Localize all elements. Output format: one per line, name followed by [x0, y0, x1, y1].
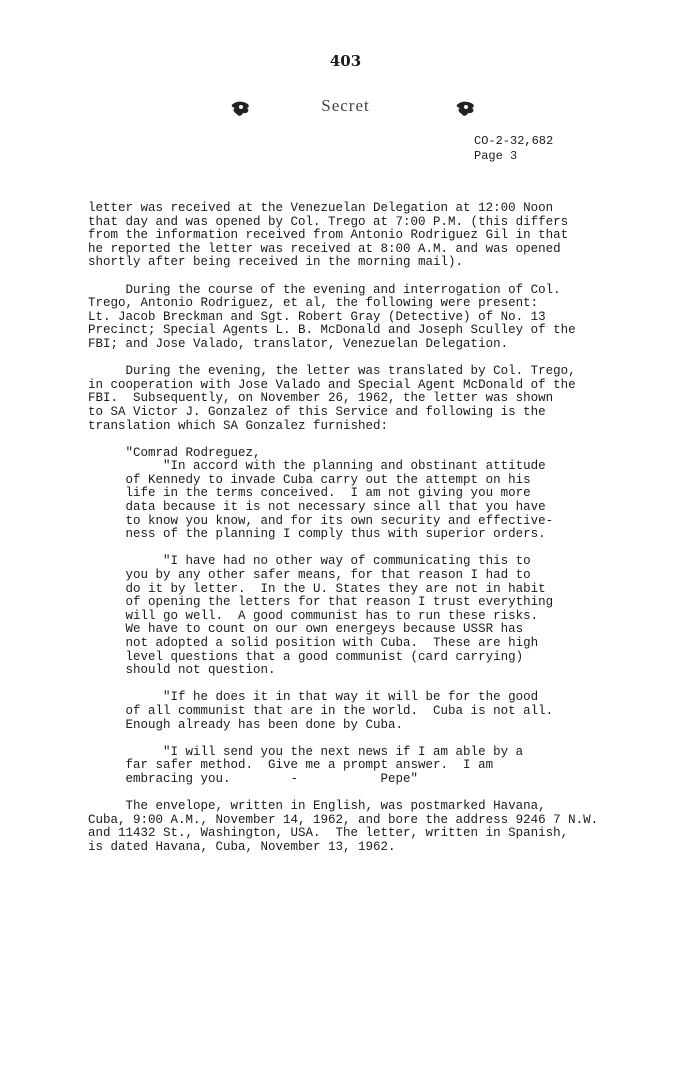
paragraph: [88, 284, 648, 352]
text-line: "Comrad Rodreguez,: [88, 445, 261, 460]
text-line: During the evening, the letter was translated by Col. Trego,: [88, 364, 576, 379]
text-line: will go well. A good communist has to run these risks.: [88, 608, 539, 623]
text-line: During the course of the evening and interrogation of Col.: [88, 282, 561, 297]
text-line: that day and was opened by Col. Trego at 7:00 P.M. (this differs: [88, 214, 569, 229]
paragraph: [88, 746, 648, 787]
text-line: in cooperation with Jose Valado and Special Agent McDonald of the: [88, 377, 576, 392]
text-line: embracing you. - Pepe": [88, 771, 419, 786]
text-line: you by any other safer means, for that reason I had to: [88, 568, 531, 583]
classification-marking: Secret: [321, 96, 370, 115]
text-line: far safer method. Give me a prompt answer. I am: [88, 758, 494, 773]
text-line: "I will send you the next news if I am able by a: [88, 744, 524, 759]
text-line: We have to count on our own energeys because USSR has: [88, 622, 524, 637]
paragraph: [88, 691, 648, 732]
text-line: "In accord with the planning and obstinant attitude: [88, 459, 546, 474]
text-line: "I have had no other way of communicating this to: [88, 554, 531, 569]
text-line: is dated Havana, Cuba, November 13, 1962.: [88, 839, 396, 854]
text-line: of all communist that are in the world. Cuba is not all.: [88, 703, 554, 718]
text-line: Cuba, 9:00 A.M., November 14, 1962, and bore the address 9246 7 N.W.: [88, 812, 599, 827]
text-line: to know you know, and for its own security and effective-: [88, 513, 554, 528]
text-line: shortly after being received in the morning mail).: [88, 255, 464, 270]
page-label: Page 3: [474, 149, 518, 163]
file-reference: [474, 134, 553, 164]
text-line: Lt. Jacob Breckman and Sgt. Robert Gray (Detective) of No. 13: [88, 309, 546, 324]
text-line: letter was received at the Venezuelan Delegation at 12:00 Noon: [88, 201, 554, 215]
paragraph: [88, 365, 648, 433]
text-line: to SA Victor J. Gonzalez of this Service and following is the: [88, 404, 546, 419]
file-number: CO-2-32,682: [474, 134, 554, 148]
text-line: he reported the letter was received at 8:00 A.M. and was opened: [88, 241, 561, 256]
text-line: The envelope, written in English, was postmarked Havana,: [88, 799, 546, 814]
text-line: life in the terms conceived. I am not giving you more: [88, 486, 531, 501]
text-line: should not question.: [88, 663, 276, 678]
text-line: FBI. Subsequently, on November 26, 1962, the letter was shown: [88, 391, 554, 406]
text-line: not adopted a solid position with Cuba. These are high: [88, 636, 539, 650]
text-line: Precinct; Special Agents L. B. McDonald and Joseph Sculley of the: [88, 323, 576, 338]
text-line: from the information received from Antonio Rodriguez Gil in that: [88, 228, 569, 243]
text-line: level questions that a good communist (card carrying): [88, 649, 524, 664]
text-line: Enough already has been done by Cuba.: [88, 717, 404, 732]
text-line: translation which SA Gonzalez furnished:: [88, 418, 389, 433]
text-line: Trego, Antonio Rodriguez, et al, the following were present:: [88, 296, 539, 311]
text-line: "If he does it in that way it will be for the good: [88, 690, 539, 705]
text-line: ness of the planning I comply thus with superior orders.: [88, 527, 546, 542]
text-line: of opening the letters for that reason I trust everything: [88, 595, 554, 610]
text-line: FBI; and Jose Valado, translator, Venezuelan Delegation.: [88, 336, 509, 351]
page-number: 403: [329, 52, 362, 70]
paragraph: [88, 202, 648, 270]
document-body: [88, 202, 648, 868]
paragraph: [88, 800, 648, 854]
text-line: and 11432 St., Washington, USA. The letter, written in Spanish,: [88, 826, 569, 841]
paragraph: [88, 447, 648, 542]
text-line: data because it is not necessary since all that you have: [88, 500, 546, 515]
text-line: of Kennedy to invade Cuba carry out the attempt on his: [88, 472, 531, 487]
text-line: do it by letter. In the U. States they are not in habit: [88, 581, 546, 596]
paragraph: [88, 555, 648, 677]
seal-icon: [455, 100, 477, 118]
